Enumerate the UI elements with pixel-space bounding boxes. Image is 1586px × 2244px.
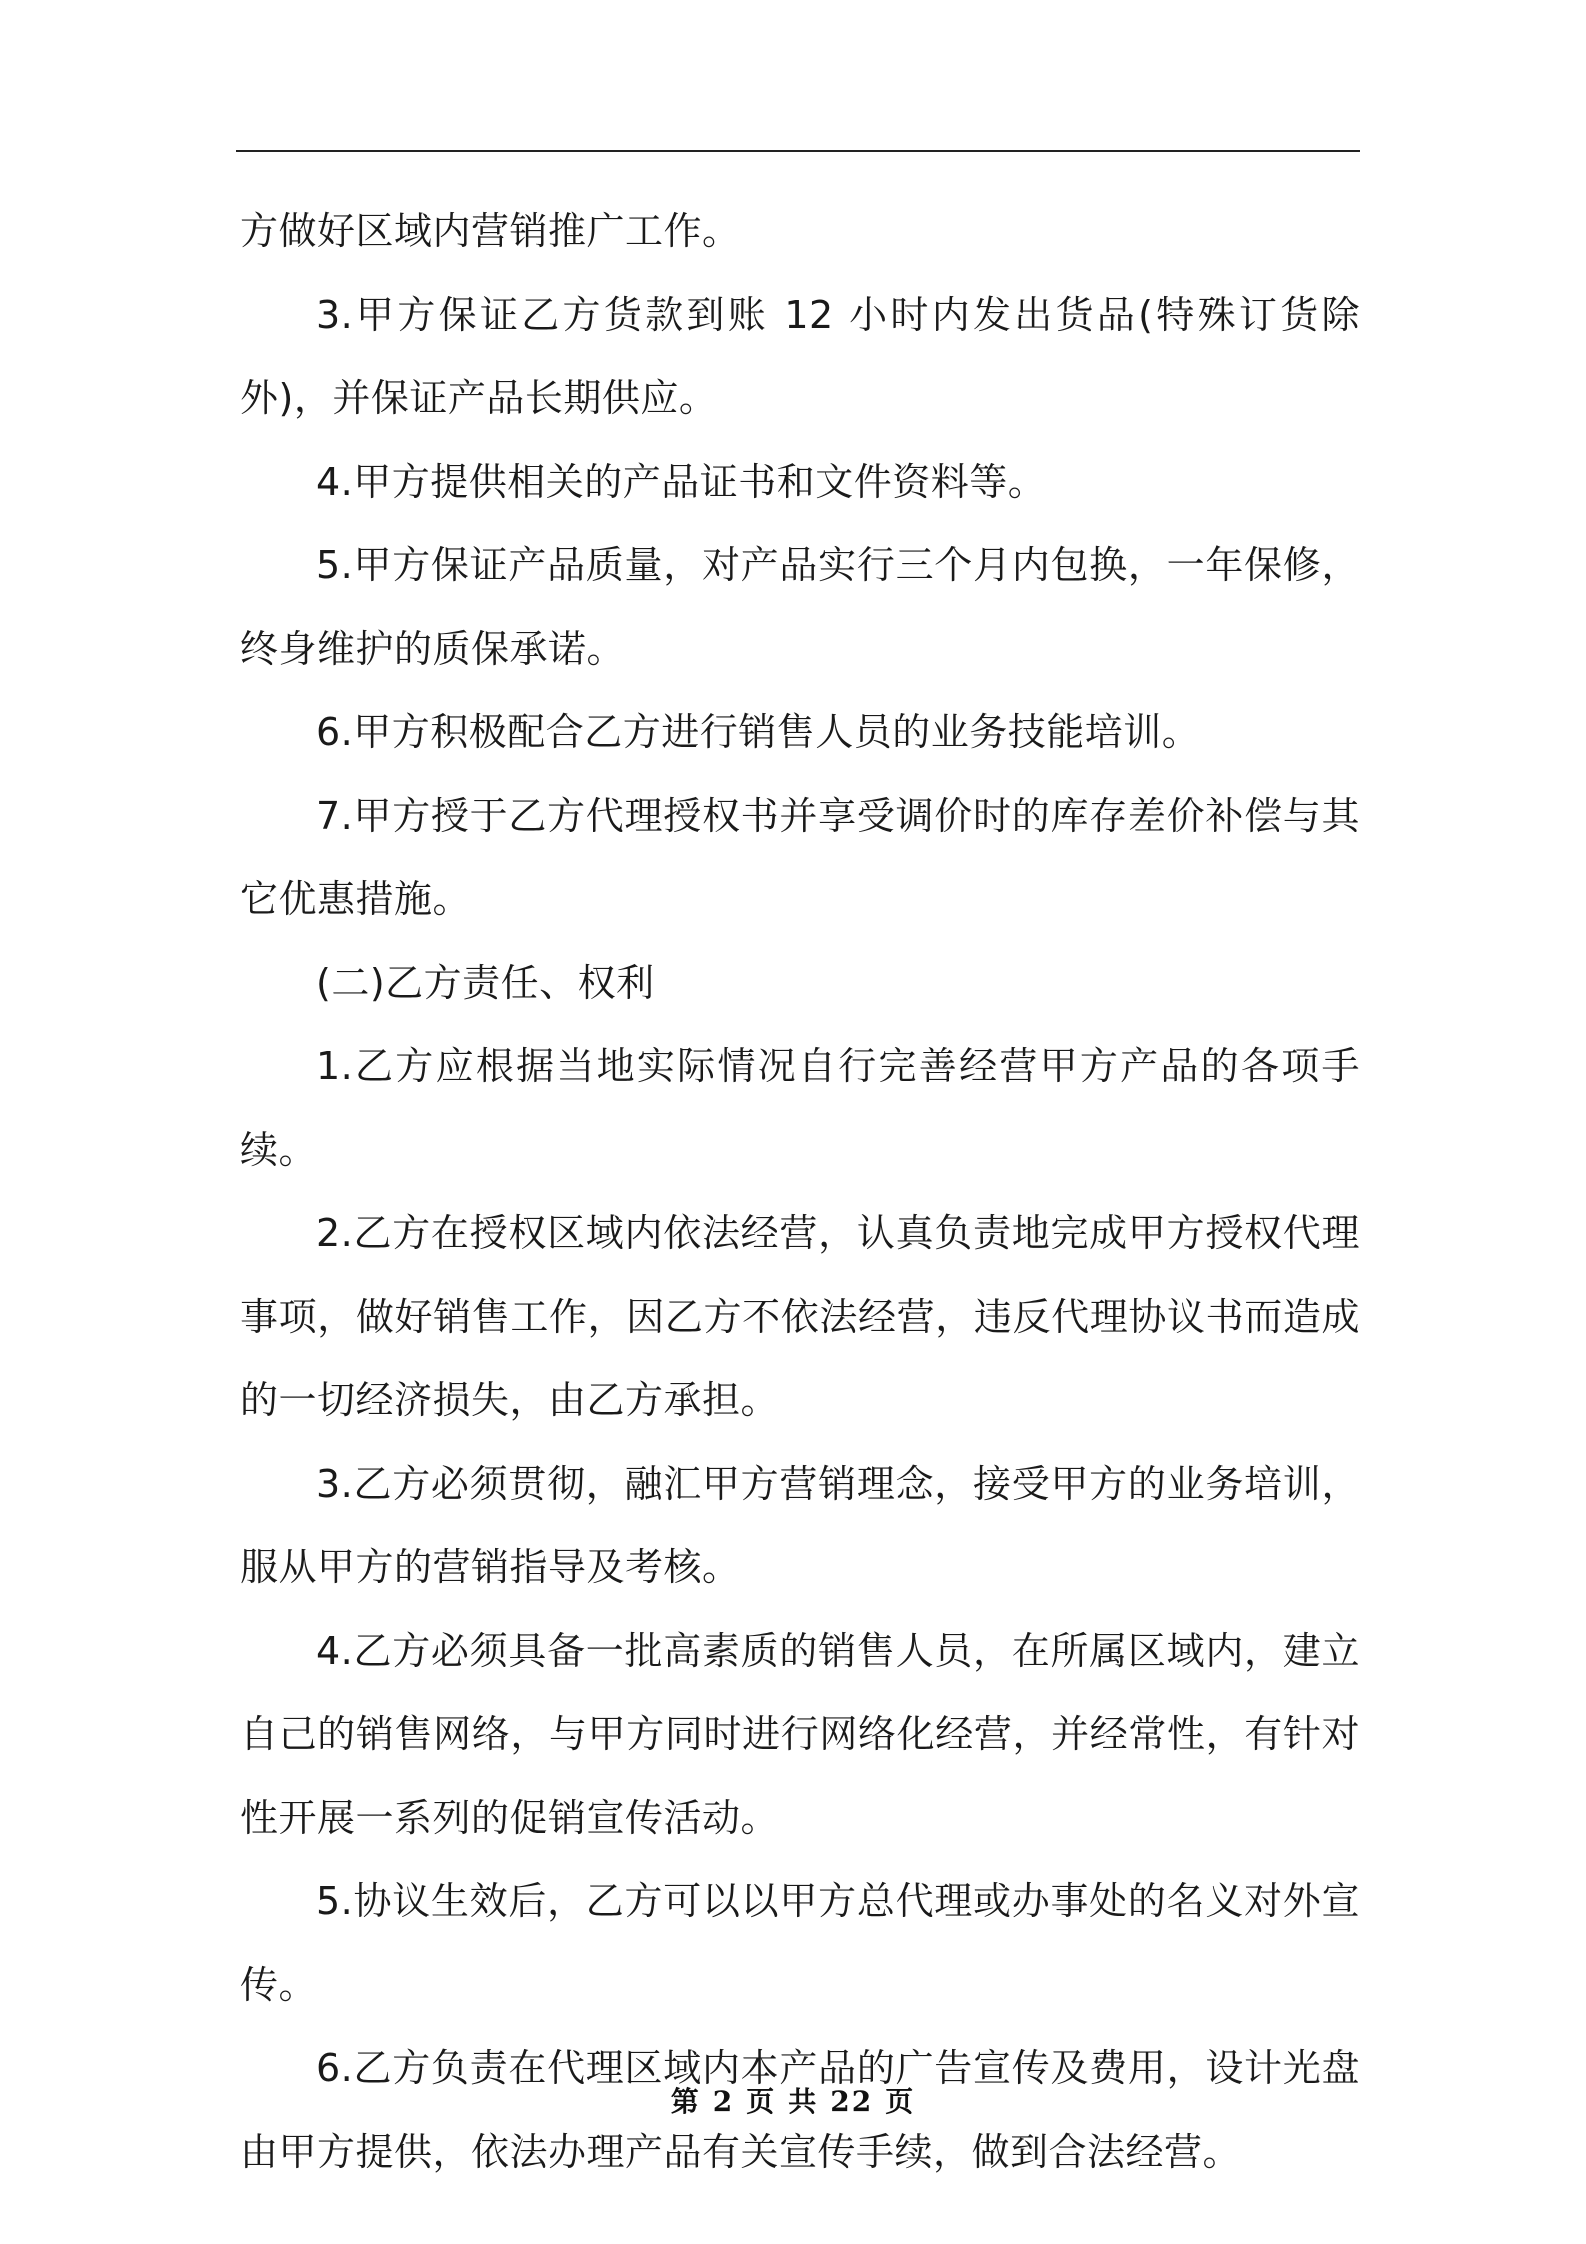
footer-label-page: 第 [670,2085,701,2118]
paragraph-item-5: 5.甲方保证产品质量，对产品实行三个月内包换，一年保修，终身维护的质保承诺。 [240,543,1360,671]
paragraph-b-item-6: 6.乙方负责在代理区域内本产品的广告宣传及费用，设计光盘由甲方提供，依法办理产品有关宣传手续，做到合法经营。 [240,2046,1360,2174]
paragraph-b-item-4: 4.乙方必须具备一批高素质的销售人员，在所属区域内，建立自己的销售网络，与甲方同时进行网络化经营，并经常性，有针对性开展一系列的促销宣传活动。 [240,1628,1360,1840]
footer-current-page: 2 [712,2085,735,2118]
paragraph-item-6: 6.甲方积极配合乙方进行销售人员的业务技能培训。 [316,710,1201,754]
page-footer [0,2080,1586,2120]
section-heading: (二)乙方责任、权利 [316,960,655,1005]
paragraph-b-item-5: 5.协议生效后，乙方可以以甲方总代理或办事处的名义对外宣传。 [240,1879,1360,2007]
paragraph-b-item-3: 3.乙方必须贯彻，融汇甲方营销理念，接受甲方的业务培训，服从甲方的营销指导及考核。 [240,1461,1360,1589]
paragraph-item-7: 7.甲方授于乙方代理授权书并享受调价时的库存差价补偿与其它优惠措施。 [240,793,1360,921]
paragraph-b-item-1: 1.乙方应根据当地实际情况自行完善经营甲方产品的各项手续。 [240,1044,1360,1172]
paragraph-item-3: 3.甲方保证乙方货款到账 12 小时内发出货品(特殊订货除外)，并保证产品长期供应。 [240,292,1360,420]
header-rule [236,150,1360,152]
paragraph-continuation: 方做好区域内营销推广工作。 [240,209,741,253]
footer-label-total: 共 [788,2085,819,2118]
document-body [240,190,1360,2194]
paragraph-item-4: 4.甲方提供相关的产品证书和文件资料等。 [316,459,1047,504]
footer-label-total-unit: 页 [885,2085,916,2118]
footer-label-page-unit: 页 [746,2085,777,2118]
paragraph-b-item-2: 2.乙方在授权区域内依法经营，认真负责地完成甲方授权代理事项，做好销售工作，因乙方不依法经营，违反代理协议书而造成的一切经济损失，由乙方承担。 [240,1211,1360,1422]
footer-total-pages: 22 [830,2085,874,2118]
